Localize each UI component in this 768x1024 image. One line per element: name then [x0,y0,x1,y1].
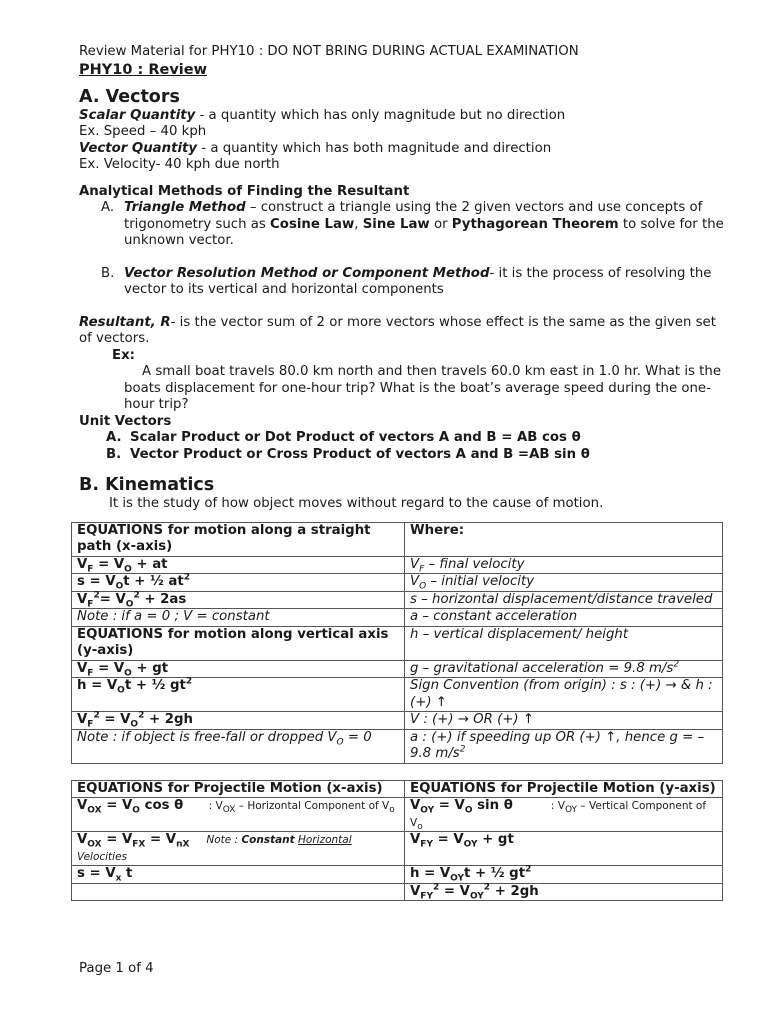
table-cell: Note : if object is free-fall or dropped $V_O = 0$ [72,729,405,763]
table-cell: $V_F = V_O$ + at [72,556,405,574]
table-cell: a – constant acceleration [405,609,723,627]
method-b-marker: B. [101,265,115,281]
table-cell: g – gravitational acceleration = 9.8 $m/s^2$ [405,660,723,678]
table-cell: s – horizontal displacement/distance traveled [405,591,723,609]
method-b-text: - it is the process of resolving the vector to its vertical and horizontal components [124,265,712,297]
example-label: Ex: [112,347,135,363]
table-row [72,832,723,866]
scalar-example: Ex. Speed – 40 kph [79,124,207,139]
table-cell: $s = V_Ot$ + ½ $at^2$ [72,574,405,592]
table-row [72,866,723,884]
unit-b-item [79,447,727,464]
table-cell: EQUATIONS for Projectile Motion (y-axis) [405,780,723,798]
note-label: Note : [206,834,242,846]
table-cell [405,798,723,832]
unit-a-marker: A. [106,430,122,445]
table-row [72,678,723,712]
table-row [72,729,723,763]
section-vectors-heading: A. Vectors [79,86,180,107]
section-kinematics-heading: B. Kinematics [79,475,215,495]
table-row [72,522,723,556]
table-cell: $h = V_Ot$ + ½ $gt^2$ [72,678,405,712]
table-row [72,591,723,609]
table-cell: $V_F$ – final velocity [405,556,723,574]
method-b-term: Vector Resolution Method or Component Method [124,265,490,281]
resultant-def: - is the vector sum of 2 or more vectors whose effect is the same as the given set of vectors. [79,314,716,346]
method-a-text1: – construct a triangle using the 2 given vectors and use concepts of trigonometry such as [124,200,703,232]
table-row [72,798,723,832]
table-cell: EQUATIONS for motion along vertical axis (y-axis) [72,626,405,660]
methods-heading: Analytical Methods of Finding the Resultant [79,183,410,199]
table-cell: Where: [405,522,723,556]
unit-b-marker: B. [106,446,122,462]
method-a-marker: A. [101,200,115,215]
table-cell [72,832,405,866]
page-number: Page 1 of 4 [79,961,154,976]
header-note: Review Material for PHY10 : DO NOT BRING DURING ACTUAL EXAMINATION [79,44,579,59]
table-row [72,780,723,798]
note-velocities: Velocities [77,850,128,863]
vector-example: Ex. Velocity- 40 kph due north [79,157,280,172]
table-cell: V : (+) → OR (+) ↑ [405,712,723,730]
unit-b-text: Vector Product or Cross Product of vectors A and B =AB sin θ [130,446,590,462]
voy-equation: $V_{OY} = V_O$ sin θ [410,798,513,816]
method-a-item [79,200,727,250]
sine-law: Sine Law [362,216,430,232]
table-cell: $s = V_x$ t [72,866,405,884]
table-cell: $V_F = V_O$ + gt [72,660,405,678]
table-row [72,609,723,627]
method-b-item [79,266,727,299]
cosine-law: Cosine Law [270,216,355,232]
table-cell: EQUATIONS for motion along a straight path (x-axis) [72,522,405,556]
resultant-term: Resultant, R [79,314,171,330]
table-row [72,660,723,678]
page-title: PHY10 : Review [79,61,207,78]
note-constant: Constant [241,834,295,846]
vx-constant-equation: $V_{OX} = V_{FX} = V_{nX}$ [77,832,190,850]
table-cell: $V_F^2 = V_O^2 + 2gh$ [72,712,405,730]
vector-term: Vector Quantity [79,140,198,156]
kinematics-intro: It is the study of how object moves without regard to the cause of motion. [109,496,604,511]
table-row [72,556,723,574]
table-cell: Sign Convention (from origin) : s : (+) → & h : (+) ↑ [405,678,723,712]
unit-a-text: Scalar Product or Dot Product of vectors A and B = AB cos θ [130,430,581,445]
document-page [79,44,727,901]
table-cell: $h = V_{OY}t$ + ½ $gt^2$ [405,866,723,884]
table-row [72,574,723,592]
scalar-definition [79,108,727,125]
table-cell: h – vertical displacement/ height [405,626,723,660]
table-row [72,883,723,901]
table-cell: a : (+) if speeding up OR (+) ↑, hence g = – 9.8 $m/s^2$ [405,729,723,763]
table-cell: Note : if a = 0 ; V = constant [72,609,405,627]
or-word: or [429,216,452,232]
comma: , [354,216,363,232]
pythagorean-theorem: Pythagorean Theorem [451,216,619,232]
table-cell: $V_{FY} = V_{OY}$ + gt [405,832,723,866]
linear-motion-table [71,522,723,764]
scalar-def: - a quantity which has only magnitude but no direction [195,107,566,123]
unit-a-item [79,430,727,447]
table-row [72,626,723,660]
projectile-motion-table [71,780,723,902]
table-cell: $V_F^2= V_O^2 + 2as$ [72,591,405,609]
vox-equation: $V_{OX} = V_O$ cos θ [77,798,184,816]
note-horizontal: Horizontal [298,834,352,846]
method-a-text2: to solve for the unknown vector. [124,216,724,248]
table-cell [72,798,405,832]
table-cell [72,883,405,901]
vector-definition [79,141,727,158]
table-cell: $V_O$ – initial velocity [405,574,723,592]
example-text: A small boat travels 80.0 km north and then travels 60.0 km east in 1.0 hr. What is the boats displacement for one-hour trip? What is the boat’s average speed during the one-hour trip? [124,364,722,412]
scalar-term: Scalar Quantity [79,107,196,123]
voy-note: : $V_{OY}$ – Vertical Component of $V_o$ [410,800,707,832]
unit-vectors-heading: Unit Vectors [79,413,172,429]
method-a-term: Triangle Method [124,200,246,215]
vector-def: - a quantity which has both magnitude and direction [197,140,552,156]
table-cell: EQUATIONS for Projectile Motion (x-axis) [72,780,405,798]
table-row [72,712,723,730]
resultant-definition [79,315,727,348]
vox-note: : $V_{OX}$ – Horizontal Component of $V_o$ [208,800,395,816]
table-cell: $V_{FY}^2 = V_{OY}^2 + 2gh$ [405,883,723,901]
